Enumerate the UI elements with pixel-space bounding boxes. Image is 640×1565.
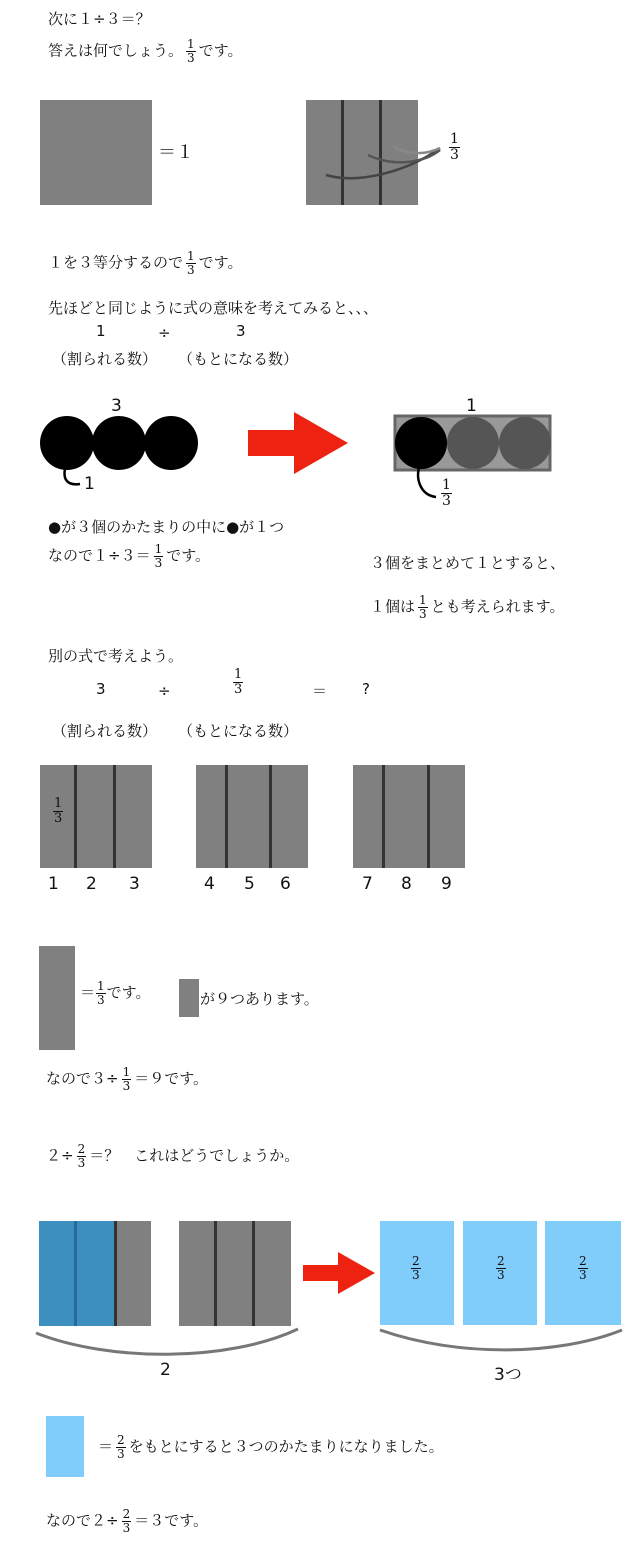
observation-line: ●が３個のかたまりの中に●が１つ (48, 518, 285, 536)
brace-label-2: 2 (160, 1360, 171, 1380)
right-line-1: ３個をまとめて１とすると、 (370, 554, 566, 572)
dividend-label: （割られる数） (52, 350, 158, 368)
light-blue-block (46, 1416, 84, 1477)
dividend: 3 (96, 680, 106, 698)
divisor-label: （もとになる数） (178, 722, 299, 740)
arrow-icon (303, 1252, 375, 1294)
fraction-label: $\frac{1}{3}$ (442, 477, 451, 509)
two-thirds-block: $\frac{2}{3}$ (545, 1221, 621, 1325)
two-thirds-block: $\frac{2}{3}$ (463, 1221, 537, 1325)
dividend: 1 (96, 322, 106, 340)
count-text: が９つあります。 (200, 990, 319, 1008)
divisor-label: （もとになる数） (178, 350, 299, 368)
two-thirds-block: $\frac{2}{3}$ (380, 1221, 454, 1325)
equals-one: ＝１ (158, 142, 194, 163)
fraction: $\frac{1}{3}$ (234, 667, 243, 697)
conclusion-line: なので１÷３＝ $\frac{1}{3}$ です。 (48, 542, 211, 570)
question-line-1: 次に１÷３＝？ (48, 10, 151, 28)
final-conclusion: なので２÷ $\frac{2}{3}$ ＝３です。 (46, 1507, 209, 1535)
fraction: $\frac{1}{3}$ (187, 37, 195, 65)
count-label: 3 (111, 396, 122, 416)
piece-number: 7 (362, 874, 373, 894)
explanation-line-2: 先ほどと同じように式の意味を考えてみると、、、 (48, 299, 379, 317)
cell-fraction: $\frac{1}{3}$ (54, 796, 63, 826)
fraction-label: $\frac{1}{3}$ (450, 131, 459, 163)
piece-number: 2 (86, 874, 97, 894)
right-line-2: １個は $\frac{1}{3}$ とも考えられます。 (370, 593, 565, 621)
one-label: 1 (84, 474, 95, 494)
equals-sign: ＝ (312, 682, 328, 700)
question-line: ２÷ $\frac{2}{3}$ ＝？ これはどうでしょうか。 (46, 1142, 300, 1170)
question-line-2: 答えは何でしょう。 $\frac{1}{3}$ です。 (48, 37, 243, 65)
conclusion-line: なので３÷ $\frac{1}{3}$ ＝９です。 (46, 1065, 209, 1093)
divide-sign: ÷ (158, 324, 171, 342)
piece-number: 3 (129, 874, 140, 894)
piece-number: 4 (204, 874, 215, 894)
piece-number: 5 (244, 874, 255, 894)
piece-number: 8 (401, 874, 412, 894)
group-label: 1 (466, 396, 477, 416)
divisor: 3 (236, 322, 246, 340)
strip-equation: ＝ $\frac{1}{3}$ です。 (80, 979, 151, 1007)
divide-sign: ÷ (158, 682, 171, 700)
section-heading: 別の式で考えよう。 (48, 647, 184, 665)
block-equation: ＝ $\frac{2}{3}$ をもとにすると３つのかたまりになりました。 (98, 1433, 444, 1461)
piece-number: 1 (48, 874, 59, 894)
explanation-line: １を３等分するので $\frac{1}{3}$ です。 (48, 249, 243, 277)
question-mark: ? (362, 680, 370, 698)
brace-label-3: 3つ (494, 1365, 522, 1385)
dividend-label: （割られる数） (52, 722, 158, 740)
piece-number: 6 (280, 874, 291, 894)
piece-number: 9 (441, 874, 452, 894)
